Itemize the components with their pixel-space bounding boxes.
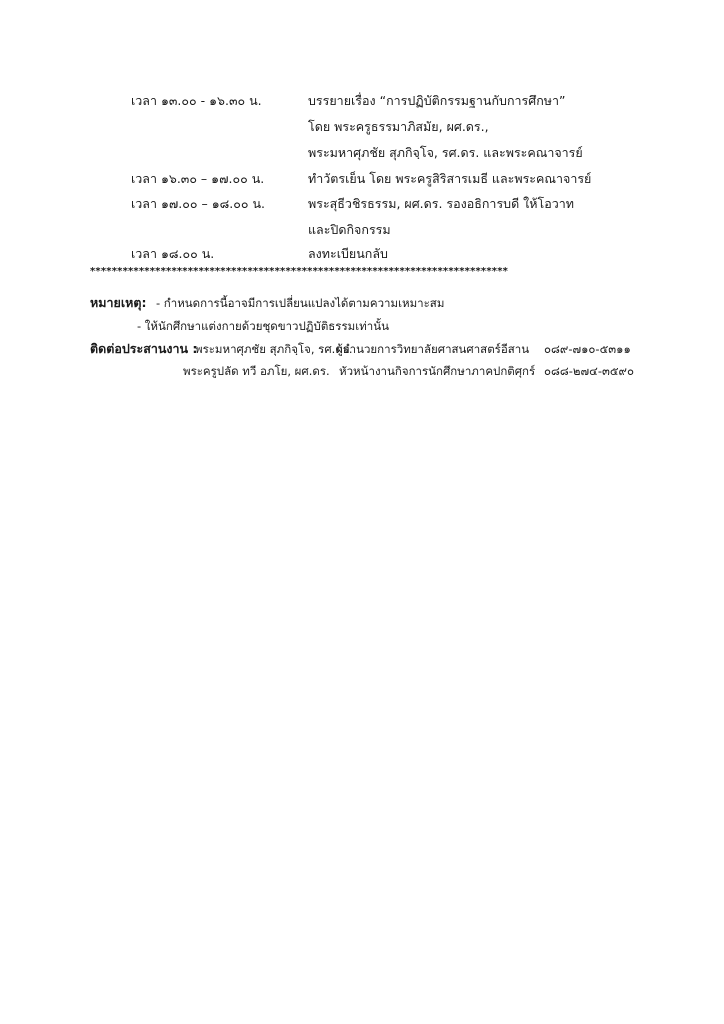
- schedule-activity-2-line-1: ทำวัตรเย็น โดย พระครูสิริสารเมธี และพระคณาจารย์: [308, 171, 592, 186]
- contact-2-role: หัวหน้างานกิจการนักศึกษาภาคปกติศุกร์: [339, 364, 536, 378]
- schedule-activity-1-line-1: บรรยายเรื่อง “การปฏิบัติกรรมฐานกับการศึกษา”: [308, 93, 566, 108]
- contact-1-phone: ๐๘๙-๗๑๐-๕๓๑๑: [544, 342, 631, 356]
- schedule-time-3: เวลา ๑๗.๐๐ – ๑๘.๐๐ น.: [131, 196, 266, 211]
- notes-line-1: - กำหนดการนี้อาจมีการเปลี่ยนแปลงได้ตามความเหมาะสม: [156, 296, 445, 310]
- schedule-time-4: เวลา ๑๘.๐๐ น.: [131, 246, 215, 261]
- schedule-activity-1-line-2: โดย พระครูธรรมาภิสมัย, ผศ.ดร.,: [308, 119, 489, 134]
- contact-2-name: พระครูปลัด ทวี อภโย, ผศ.ดร.: [183, 364, 330, 378]
- notes-label: หมายเหตุ:: [90, 295, 147, 310]
- schedule-activity-3-line-2: และปิดกิจกรรม: [308, 222, 391, 237]
- schedule-activity-4-line-1: ลงทะเบียนกลับ: [308, 246, 388, 261]
- schedule-activity-3-line-1: พระสุธีวชิรธรรม, ผศ.ดร. รองอธิการบดี ให้โอวาท: [308, 196, 575, 211]
- contact-label: ติดต่อประสานงาน :: [90, 341, 198, 356]
- schedule-time-2: เวลา ๑๖.๓๐ – ๑๗.๐๐ น.: [131, 171, 265, 186]
- schedule-activity-1-line-3: พระมหาศุภชัย สุภกิจฺโจ, รศ.ดร. และพระคณาจารย์: [308, 145, 583, 160]
- contact-1-role: ผู้อำนวยการวิทยาลัยศาสนศาสตร์อีสาน: [336, 342, 530, 356]
- contact-1-name: พระมหาศุภชัย สุภกิจฺโจ, รศ.ดร.: [195, 342, 353, 356]
- schedule-time-1: เวลา ๑๓.๐๐ - ๑๖.๓๐ น.: [131, 93, 262, 108]
- contact-2-phone: ๐๘๘-๒๗๔-๓๕๙๐: [544, 364, 635, 378]
- separator-asterisks: *****************************************************************************: [90, 266, 509, 277]
- notes-line-2: - ให้นักศึกษาแต่งกายด้วยชุดขาวปฏิบัติธรรมเท่านั้น: [137, 319, 389, 333]
